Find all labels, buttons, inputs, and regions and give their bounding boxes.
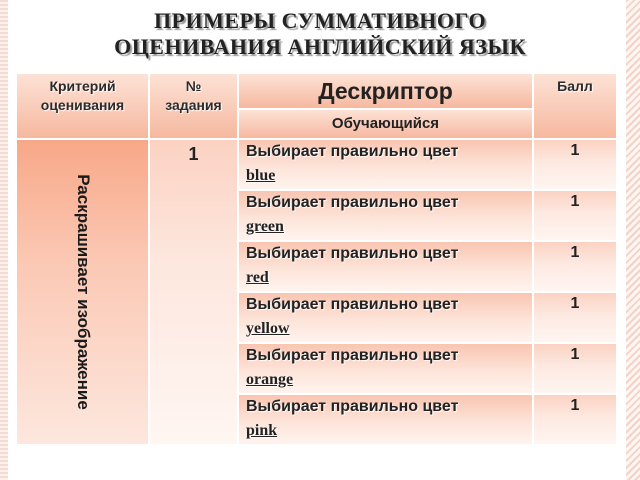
header-score-label: Балл bbox=[557, 78, 593, 94]
criterion-cell bbox=[16, 139, 149, 445]
header-task-number-label: № задания bbox=[165, 78, 222, 113]
color-word: yellow bbox=[246, 320, 290, 337]
descriptor-row bbox=[238, 343, 533, 394]
header-descriptor bbox=[238, 73, 533, 109]
header-descriptor-label: Дескриптор bbox=[318, 78, 453, 104]
title-line-1: ПРИМЕРЫ СУММАТИВНОГО bbox=[153, 8, 487, 33]
color-word: red bbox=[246, 269, 269, 286]
score-value: 1 bbox=[570, 397, 580, 414]
task-number: 1 bbox=[188, 144, 199, 164]
header-learner bbox=[238, 109, 533, 139]
assessment-table bbox=[16, 73, 617, 445]
descriptor-text: Выбирает правильно цвет blue bbox=[246, 143, 459, 184]
header-score bbox=[533, 73, 617, 139]
color-word: blue bbox=[246, 167, 276, 184]
score-value: 1 bbox=[570, 142, 580, 159]
descriptor-text: Выбирает правильно цвет yellow bbox=[246, 296, 459, 337]
descriptor-row bbox=[238, 139, 533, 190]
header-learner-label: Обучающийся bbox=[331, 115, 440, 132]
score-cell bbox=[533, 139, 617, 190]
descriptor-row bbox=[238, 292, 533, 343]
score-cell bbox=[533, 343, 617, 394]
descriptor-text: Выбирает правильно цвет red bbox=[246, 245, 459, 286]
slide-title bbox=[40, 8, 600, 60]
right-decorative-border bbox=[626, 0, 640, 480]
score-value: 1 bbox=[570, 244, 580, 261]
descriptor-row bbox=[238, 190, 533, 241]
descriptor-row bbox=[238, 241, 533, 292]
task-number-cell bbox=[149, 139, 238, 445]
criterion-text: Раскрашивает изображение bbox=[73, 174, 93, 410]
score-cell bbox=[533, 394, 617, 445]
color-word: pink bbox=[246, 422, 278, 439]
score-cell bbox=[533, 292, 617, 343]
descriptor-text: Выбирает правильно цвет orange bbox=[246, 347, 459, 388]
color-word: orange bbox=[246, 371, 294, 388]
header-criterion-label: Критерий оценивания bbox=[40, 78, 125, 113]
score-value: 1 bbox=[570, 295, 580, 312]
header-task-number bbox=[149, 73, 238, 139]
descriptor-text: Выбирает правильно цвет green bbox=[246, 194, 459, 235]
descriptor-text: Выбирает правильно цвет pink bbox=[246, 398, 459, 439]
title-line-2: ОЦЕНИВАНИЯ АНГЛИЙСКИЙ ЯЗЫК bbox=[114, 34, 526, 59]
score-value: 1 bbox=[570, 346, 580, 363]
header-criterion bbox=[16, 73, 149, 139]
score-value: 1 bbox=[570, 193, 580, 210]
score-cell bbox=[533, 241, 617, 292]
score-cell bbox=[533, 190, 617, 241]
color-word: green bbox=[246, 218, 284, 235]
descriptor-row bbox=[238, 394, 533, 445]
left-decorative-border bbox=[0, 0, 8, 480]
